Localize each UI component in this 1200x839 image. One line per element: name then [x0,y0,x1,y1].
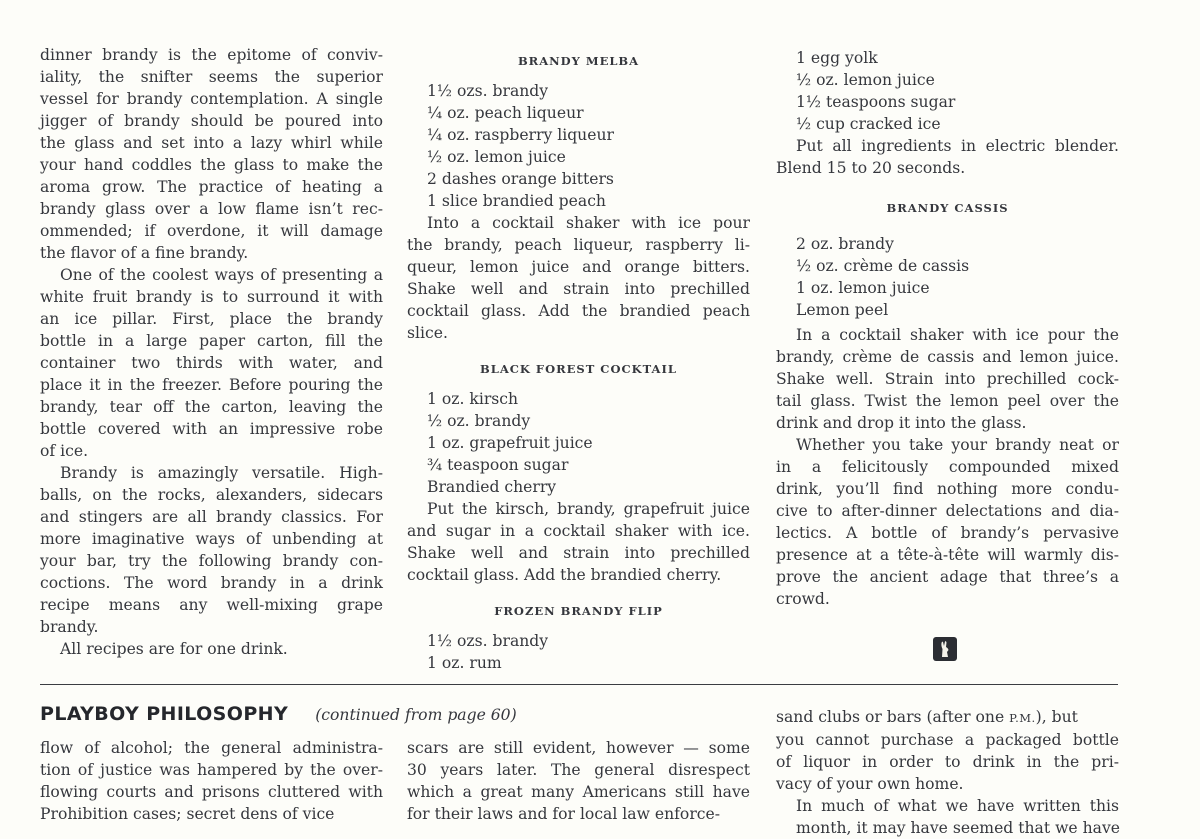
text-line: One of the coolest ways of presenting a [60,266,383,284]
ingredient-quantity: ¾ [427,456,448,474]
ingredient-text: 1 oz. grapefruit juice [427,434,593,452]
ingredient-line [407,410,750,432]
text-line: 30 years later. The general disrespect [407,761,750,779]
text-line: Whether you take your brandy neat or [796,436,1119,454]
ingredient-text: 1 oz. rum [427,654,502,672]
playboy-bunny-icon [933,637,957,661]
ingredient-text: 1 slice brandied peach [427,192,606,210]
text-line: an ice pillar. First, place the brandy [40,310,383,328]
text-line: brandy, tear off the carton, leaving the [40,398,383,416]
ingredient-text: cup cracked ice [816,115,941,133]
ingredient-text: 2 dashes orange bitters [427,170,614,188]
text-line: slice. [407,324,448,342]
ingredient-line [407,124,750,146]
playboy-philosophy-heading [40,703,517,725]
text-line: brandy glass over a low flame isn’t rec- [40,200,383,218]
ingredient-text: Lemon peel [796,301,889,319]
text-line: your hand coddles the glass to make the [40,156,383,174]
ingredient-quantity: 1½ [427,82,457,100]
philosophy-column-3 [776,706,1119,839]
ingredient-line [776,47,1119,69]
philosophy-column-2 [407,737,750,825]
text-line: Brandy is amazingly versatile. High- [60,464,383,482]
text-line: tion of justice was hampered by the over- [40,761,383,779]
recipe-ingredients-brandy-cassis [776,233,1119,321]
text-line: balls, on the rocks, alexanders, sidecars [40,486,383,504]
ingredient-quantity: ½ [796,71,817,89]
ingredient-text: teaspoons sugar [826,93,956,111]
text-line: cocktail glass. Add the brandied peach [407,302,750,320]
text-line: Put the kirsch, brandy, grapefruit juice [427,500,750,518]
ingredient-quantity: 1½ [796,93,826,111]
text-line: place it in the freezer. Before pouring the [40,376,383,394]
ingredient-line [407,432,750,454]
text-line: vessel for brandy contemplation. A single [40,90,383,108]
text-line: Shake well and strain into prechilled [407,280,750,298]
recipe-directions-brandy-cassis [776,324,1119,434]
time-abbrev: P.M. [1009,711,1036,725]
ingredient-line [407,102,750,124]
text-line: you cannot purchase a packaged bottle [776,731,1119,749]
text-line: sand clubs or bars (after one P.M.), but [776,708,1078,726]
text-line: bottle covered with an impressive robe [40,420,383,438]
ingredient-line [407,388,750,410]
recipe-directions-black-forest [407,498,750,586]
text-line: bottle in a large paper carton, fill the [40,332,383,350]
text-line: month, it may have seemed that we have [796,819,1120,837]
ingredient-line [407,80,750,102]
ingredient-text: oz. brandy [447,412,531,430]
ingredient-text: 1 oz. kirsch [427,390,519,408]
ingredient-line [407,652,750,674]
text-line: white fruit brandy is to surround it with [40,288,383,306]
text-line: of liquor in order to drink in the pri- [776,753,1119,771]
ingredient-text: oz. crème de cassis [816,257,970,275]
ingredient-line [407,476,750,498]
ingredient-quantity: ½ [796,115,817,133]
brandy-paragraph-2 [40,264,383,462]
ingredient-text: ozs. brandy [457,632,549,650]
text-line: vacy of your own home. [776,775,964,793]
text-line: flow of alcohol; the general administra- [40,739,383,757]
ingredient-quantity: 1½ [427,632,457,650]
philosophy-column-1 [40,737,383,825]
text-line: lectics. A bottle of brandy’s pervasive [776,524,1119,542]
text-line: the flavor of a fine brandy. [40,244,249,262]
recipe-title-brandy-melba: BRANDY MELBA [517,54,640,68]
text-line: cocktail glass. Add the brandied cherry. [407,566,722,584]
text-line: more imaginative ways of unbending at [40,530,383,548]
article-column-1 [40,44,383,660]
ingredient-line [407,146,750,168]
text-line: for their laws and for local law enforce- [407,805,721,823]
recipe-title-black-forest: BLACK FOREST COCKTAIL [480,362,677,376]
text-line: drink, you’ll find nothing more condu- [776,480,1119,498]
article-column-2 [407,50,750,674]
text-line: and sugar in a cocktail shaker with ice. [407,522,750,540]
brandy-paragraph-3 [40,462,383,638]
recipe-directions-brandy-melba [407,212,750,344]
text-line: and stingers are all brandy classics. For [40,508,383,526]
recipe-title-brandy-cassis: BRANDY CASSIS [886,201,1009,215]
ingredient-quantity: ½ [427,148,448,166]
text-line: brandy. [40,618,99,636]
text-line: container two thirds with water, and [40,354,383,372]
ingredient-text: oz. lemon juice [816,71,935,89]
text-line: Into a cocktail shaker with ice pour [427,214,750,232]
ingredient-line [776,91,1119,113]
text-line: In much of what we have written this [796,797,1119,815]
ingredient-line [776,69,1119,91]
text-line: which a great many Americans still have [407,783,750,801]
ingredient-text: Brandied cherry [427,478,557,496]
text-line: drink and drop it into the glass. [776,414,1027,432]
text-line: brandy, crème de cassis and lemon juice. [776,348,1119,366]
ingredient-line [776,277,1119,299]
text-line: presence at a tête-à-tête will warmly dis- [776,546,1119,564]
text-line: Shake well and strain into prechilled [407,544,750,562]
section-divider [40,684,1118,685]
text-line: ommended; if overdone, it will damage [40,222,383,240]
ingredient-line [407,630,750,652]
philosophy-column-3-body [776,729,1119,795]
text-line: your bar, try the following brandy con- [40,552,383,570]
ingredient-text: 1 egg yolk [796,49,878,67]
text-line: crowd. [776,590,830,608]
ingredient-line [407,454,750,476]
ingredient-text: oz. peach liqueur [447,104,584,122]
ingredient-quantity: ¼ [427,104,448,122]
text-line: in a felicitously compounded mixed [776,458,1119,476]
continued-note: (continued from page 60) [315,706,517,724]
ingredient-quantity: ½ [427,412,448,430]
article-column-3 [776,47,1119,610]
text-line: cive to after-dinner delectations and dia- [776,502,1119,520]
brandy-closing-paragraph [776,434,1119,610]
text-line: scars are still evident, however — some [407,739,750,757]
text-line: the brandy, peach liqueur, raspberry li- [407,236,750,254]
text-line: flowing courts and prisons cluttered with [40,783,383,801]
ingredient-text: ozs. brandy [457,82,549,100]
recipe-title-frozen-brandy-flip: FROZEN BRANDY FLIP [494,604,663,618]
ingredient-text: oz. raspberry liqueur [447,126,614,144]
text-line: aroma grow. The practice of heating a [40,178,383,196]
text-line: coctions. The word brandy in a drink [40,574,383,592]
ingredient-text: oz. lemon juice [447,148,566,166]
section-title: PLAYBOY PHILOSOPHY [40,703,289,725]
text-line: Put all ingredients in electric blender. [796,137,1119,155]
text-line: In a cocktail shaker with ice pour the [796,326,1119,344]
ingredient-line [776,233,1119,255]
philosophy-column-3-paragraph-2 [776,795,1119,839]
text-line: iality, the snifter seems the superior [40,68,383,86]
brandy-paragraph-4: All recipes are for one drink. [60,640,288,658]
ingredient-quantity: ½ [796,257,817,275]
ingredient-line [407,168,750,190]
recipe-ingredients-brandy-melba [407,80,750,212]
text-line: prove the ancient adage that three’s a [776,568,1119,586]
ingredient-quantity: ¼ [427,126,448,144]
recipe-ingredients-frozen-brandy-flip-cont [776,47,1119,135]
text-line: dinner brandy is the epitome of conviv- [40,46,383,64]
ingredient-line [776,255,1119,277]
recipe-ingredients-black-forest [407,388,750,498]
ingredient-text: teaspoon sugar [447,456,569,474]
ingredient-line [407,190,750,212]
ingredient-text: 1 oz. lemon juice [796,279,930,297]
text-line: of ice. [40,442,89,460]
text-line: queur, lemon juice and orange bitters. [407,258,750,276]
ingredient-text: 2 oz. brandy [796,235,894,253]
text-line: tail glass. Twist the lemon peel over the [776,392,1119,410]
brandy-paragraph-1 [40,44,383,264]
text-line: Shake well. Strain into prechilled cock- [776,370,1119,388]
text-line: jigger of brandy should be poured into [40,112,383,130]
ingredient-line [776,299,1119,321]
text-line: Blend 15 to 20 seconds. [776,159,966,177]
text-line: Prohibition cases; secret dens of vice [40,805,335,823]
recipe-ingredients-frozen-brandy-flip [407,630,750,674]
recipe-directions-frozen-brandy-flip [776,135,1119,179]
text-line: the glass and set into a lazy whirl while [40,134,383,152]
ingredient-line [776,113,1119,135]
text-line: recipe means any well-mixing grape [40,596,383,614]
